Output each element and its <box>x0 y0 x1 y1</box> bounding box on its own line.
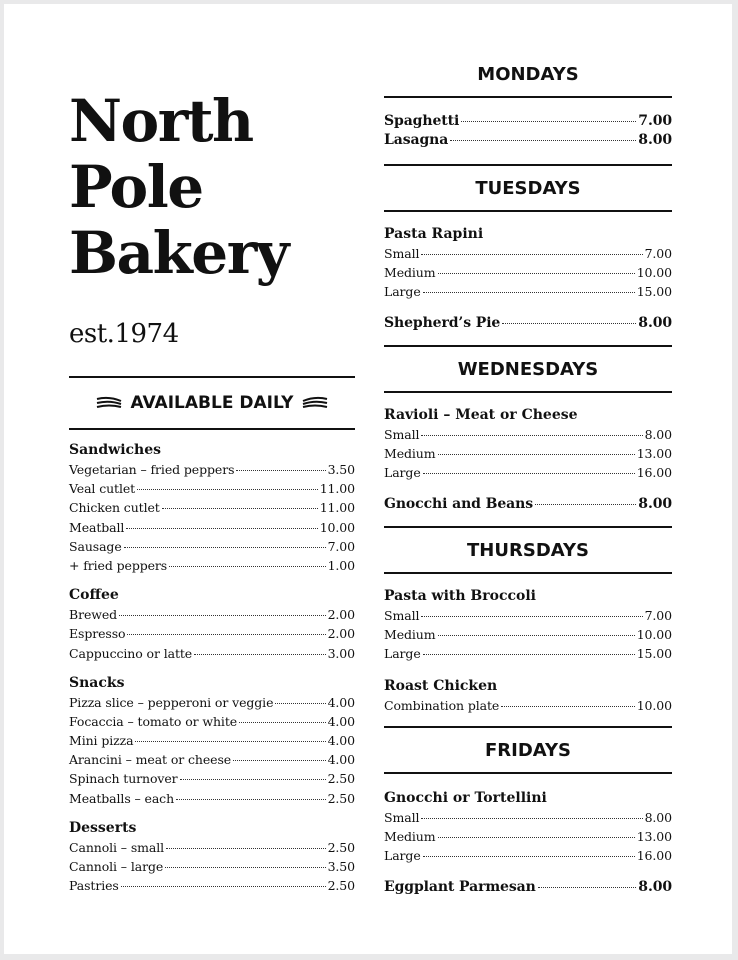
item-price: 3.00 <box>327 645 355 661</box>
leader-dots <box>421 254 642 255</box>
leader-dots <box>162 508 318 509</box>
item-price: 2.00 <box>327 607 355 623</box>
leader-dots <box>423 473 635 474</box>
item-price: 13.00 <box>636 446 672 462</box>
menu-item <box>69 605 355 624</box>
leader-dots <box>421 435 642 436</box>
leader-dots <box>233 760 325 761</box>
daily-sections <box>69 440 355 905</box>
mondays-block <box>384 112 672 150</box>
day-header-mondays: MONDAYS <box>384 52 672 98</box>
section-title: Sandwiches <box>69 442 162 458</box>
available-daily-label: AVAILABLE DAILY <box>130 393 294 413</box>
item-name: Pizza slice – pepperoni or veggie <box>69 694 274 710</box>
menu-item <box>384 808 672 827</box>
menu-item <box>69 460 355 479</box>
item-price: 13.00 <box>636 829 672 845</box>
leader-dots <box>165 867 325 868</box>
item-name: Cannoli – small <box>69 839 165 855</box>
leader-dots <box>535 504 636 505</box>
item-name: Small <box>384 608 420 623</box>
item-name: Meatball <box>69 519 125 535</box>
item-name: Meatballs – each <box>69 790 175 806</box>
item-price: 3.50 <box>327 462 355 477</box>
menu-item <box>384 314 672 333</box>
leader-dots <box>169 566 325 567</box>
dish-title: Roast Chicken <box>384 677 498 694</box>
item-price: 10.00 <box>636 697 672 713</box>
menu-item <box>384 425 672 444</box>
item-price: 10.00 <box>636 265 672 281</box>
item-price: 4.00 <box>327 733 355 749</box>
item-price: 2.50 <box>327 839 355 855</box>
leader-dots <box>423 856 635 857</box>
dish-title: Gnocchi or Tortellini <box>384 790 547 806</box>
item-name: + fried peppers <box>69 557 168 573</box>
right-ornament-icon <box>301 395 329 411</box>
item-name: Spinach turnover <box>69 771 178 787</box>
leader-dots <box>236 470 325 471</box>
menu-item <box>384 112 672 131</box>
menu-item <box>384 244 672 263</box>
dish-title: Ravioli – Meat or Cheese <box>384 407 578 423</box>
menu-item <box>69 731 355 750</box>
item-name: Focaccia – tomato or white <box>69 713 238 729</box>
spacer <box>384 302 672 314</box>
item-price: 16.00 <box>636 848 672 864</box>
spacer <box>384 664 672 676</box>
menu-item <box>69 789 355 808</box>
menu-item <box>384 131 672 150</box>
item-name: Shepherd’s Pie <box>384 314 501 331</box>
item-price: 8.00 <box>644 810 672 825</box>
item-name: Brewed <box>69 607 118 623</box>
menu-item <box>384 878 672 897</box>
menu-item <box>384 696 672 715</box>
item-name: Sausage <box>69 538 122 554</box>
leader-dots <box>501 706 635 707</box>
tuesdays-block <box>384 224 672 333</box>
item-name: Medium <box>384 265 436 281</box>
item-name: Small <box>384 810 420 825</box>
menu-item <box>69 857 355 876</box>
leader-dots <box>502 323 636 324</box>
item-price: 15.00 <box>636 284 672 300</box>
leader-dots <box>135 741 325 742</box>
item-price: 10.00 <box>319 519 355 535</box>
spacer <box>384 866 672 878</box>
menu-item <box>69 838 355 857</box>
leader-dots <box>423 654 635 655</box>
spacer <box>384 483 672 495</box>
menu-item <box>69 712 355 731</box>
menu-item <box>69 876 355 895</box>
leader-dots <box>126 528 317 529</box>
item-name: Medium <box>384 829 436 845</box>
thursdays-block <box>384 586 672 715</box>
item-name: Vegetarian – fried peppers <box>69 462 235 477</box>
item-name: Medium <box>384 446 436 462</box>
item-name: Veal cutlet <box>69 481 136 497</box>
menu-page <box>4 4 732 954</box>
leader-dots <box>121 886 326 887</box>
section-desserts <box>69 818 355 896</box>
menu-item <box>69 624 355 643</box>
dish-title: Pasta Rapini <box>384 226 484 242</box>
leader-dots <box>450 140 636 141</box>
wednesdays-block <box>384 405 672 514</box>
day-header-tuesdays: TUESDAYS <box>384 164 672 212</box>
leader-dots <box>461 121 636 122</box>
item-price: 8.00 <box>638 878 672 895</box>
established-year: est.1974 <box>69 319 179 349</box>
leader-dots <box>124 547 326 548</box>
day-header-fridays: FRIDAYS <box>384 726 672 774</box>
leader-dots <box>137 489 318 490</box>
menu-item <box>69 693 355 712</box>
item-price: 4.00 <box>327 752 355 768</box>
item-name: Eggplant Parmesan <box>384 878 536 895</box>
item-name: Pastries <box>69 878 119 894</box>
menu-item <box>384 463 672 482</box>
bakery-name-line-2: Pole <box>69 153 203 221</box>
item-price: 11.00 <box>319 481 355 497</box>
item-price: 10.00 <box>636 627 672 643</box>
dish-title: Pasta with Broccoli <box>384 588 536 604</box>
item-name: Lasagna <box>384 132 449 149</box>
item-name: Cappuccino or latte <box>69 645 193 661</box>
item-name: Cannoli – large <box>69 859 164 874</box>
section-sandwiches <box>69 440 355 575</box>
leader-dots <box>176 799 326 800</box>
item-name: Small <box>384 246 420 261</box>
leader-dots <box>421 616 642 617</box>
section-snacks <box>69 673 355 808</box>
menu-item <box>69 644 355 663</box>
menu-item <box>384 263 672 282</box>
bakery-name-line-1: North <box>69 87 253 155</box>
leader-dots <box>423 292 635 293</box>
item-price: 2.50 <box>327 878 355 894</box>
leader-dots <box>119 615 326 616</box>
item-price: 2.50 <box>327 771 355 787</box>
item-name: Arancini – meat or cheese <box>69 752 232 768</box>
menu-item <box>384 282 672 301</box>
menu-item <box>384 444 672 463</box>
item-name: Large <box>384 848 421 864</box>
item-price: 7.00 <box>327 538 355 554</box>
menu-item <box>384 606 672 625</box>
menu-item <box>69 479 355 498</box>
menu-item <box>384 846 672 865</box>
item-price: 4.00 <box>327 713 355 729</box>
item-price: 1.00 <box>327 557 355 573</box>
leader-dots <box>166 848 326 849</box>
item-price: 7.00 <box>644 246 672 261</box>
item-name: Gnocchi and Beans <box>384 495 533 512</box>
leader-dots <box>538 887 637 888</box>
leader-dots <box>421 818 642 819</box>
item-name: Mini pizza <box>69 733 134 749</box>
day-header-thursdays: THURSDAYS <box>384 526 672 574</box>
left-ornament-icon <box>95 395 123 411</box>
menu-item <box>384 495 672 514</box>
item-price: 8.00 <box>638 314 672 331</box>
item-name: Large <box>384 465 421 481</box>
leader-dots <box>194 654 325 655</box>
item-name: Small <box>384 427 420 442</box>
item-price: 11.00 <box>319 500 355 516</box>
bakery-name-line-3: Bakery <box>69 219 288 287</box>
leader-dots <box>438 454 635 455</box>
menu-item <box>69 556 355 575</box>
item-price: 16.00 <box>636 465 672 481</box>
item-price: 8.00 <box>644 427 672 442</box>
item-price: 7.00 <box>638 113 672 129</box>
item-price: 2.00 <box>327 626 355 642</box>
menu-item <box>69 518 355 537</box>
item-price: 8.00 <box>638 132 672 149</box>
menu-item <box>69 537 355 556</box>
item-name: Large <box>384 646 421 662</box>
fridays-block <box>384 788 672 897</box>
menu-item <box>69 750 355 769</box>
section-title: Snacks <box>69 674 125 691</box>
section-title: Desserts <box>69 819 137 836</box>
item-name: Chicken cutlet <box>69 500 160 516</box>
item-price: 2.50 <box>327 790 355 806</box>
menu-item <box>384 827 672 846</box>
item-price: 8.00 <box>638 495 672 512</box>
menu-item <box>384 625 672 644</box>
leader-dots <box>180 779 326 780</box>
menu-item <box>69 769 355 788</box>
bakery-name <box>69 88 288 286</box>
leader-dots <box>239 722 326 723</box>
item-name: Espresso <box>69 626 126 642</box>
section-coffee <box>69 585 355 663</box>
item-name: Combination plate <box>384 697 500 713</box>
leader-dots <box>127 634 325 635</box>
day-header-wednesdays: WEDNESDAYS <box>384 345 672 393</box>
item-price: 3.50 <box>327 859 355 874</box>
item-price: 4.00 <box>327 694 355 710</box>
menu-item <box>384 644 672 663</box>
item-name: Large <box>384 284 421 300</box>
item-name: Spaghetti <box>384 113 460 129</box>
leader-dots <box>438 273 635 274</box>
menu-item <box>69 498 355 517</box>
item-name: Medium <box>384 627 436 643</box>
section-title: Coffee <box>69 587 119 604</box>
item-price: 7.00 <box>644 608 672 623</box>
available-daily-header <box>69 376 355 430</box>
leader-dots <box>438 837 635 838</box>
leader-dots <box>275 703 325 704</box>
leader-dots <box>438 635 635 636</box>
item-price: 15.00 <box>636 646 672 662</box>
